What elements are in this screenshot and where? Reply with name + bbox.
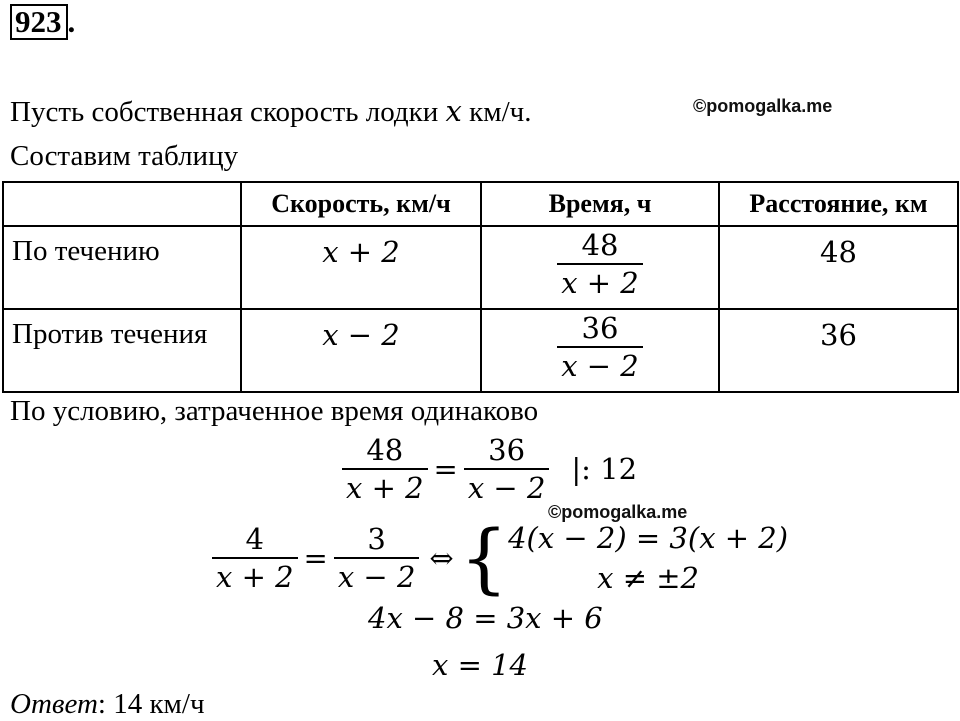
intro-variable: x — [445, 94, 462, 128]
equation-2 — [212, 513, 789, 602]
intro-line-1 — [10, 94, 531, 129]
eq1-division-note: |: 12 — [571, 452, 638, 486]
header-speed: Скорость, км/ч — [241, 182, 481, 226]
motion-table — [2, 181, 959, 393]
system-line-1: 4(x − 2) = 3(x + 2) — [508, 521, 789, 555]
answer-value: 14 км/ч — [105, 688, 205, 720]
answer-colon: : — [97, 688, 106, 720]
row-label: Против течения — [3, 309, 241, 392]
table-row — [3, 309, 958, 392]
system-lines — [508, 518, 788, 598]
intro-line-2: Составим таблицу — [10, 140, 239, 172]
eq2-right-fraction: $\frac{3}{x - 2}$ — [334, 521, 420, 595]
system-line-2: x ≠ ±2 — [597, 561, 699, 595]
watermark-middle: ©pomogalka.me — [548, 502, 688, 522]
answer-label: Ответ — [10, 688, 98, 720]
condition-text: По условию, затраченное время одинаково — [10, 395, 539, 427]
eq1-left-fraction: $\frac{48}{x + 2}$ — [342, 432, 428, 506]
intro-text-b: км/ч. — [461, 96, 532, 128]
row-speed: x − 2 — [241, 309, 481, 392]
equation-4: x = 14 — [432, 648, 528, 682]
eq1-equals: = — [433, 452, 458, 486]
answer-line — [10, 688, 205, 721]
table-row — [3, 226, 958, 309]
problem-number — [10, 4, 75, 38]
row-speed: x + 2 — [241, 226, 481, 309]
eq2-left-fraction: $\frac{4}{x + 2}$ — [212, 521, 298, 595]
header-time: Время, ч — [481, 182, 719, 226]
watermark-top: ©pomogalka.me — [693, 96, 833, 116]
problem-number-box: 923 — [10, 4, 68, 40]
equivalence-arrow: ⇔ — [429, 541, 454, 575]
row-time — [481, 309, 719, 392]
time-fraction: $\frac{36}{x - 2}$ — [557, 310, 643, 384]
equation-1 — [342, 432, 637, 506]
row-distance: 48 — [719, 226, 958, 309]
row-label: По течению — [3, 226, 241, 309]
header-empty — [3, 182, 241, 226]
eq1-right-fraction: $\frac{36}{x - 2}$ — [464, 432, 550, 506]
table-header-row — [3, 182, 958, 226]
row-distance: 36 — [719, 309, 958, 392]
intro-text-a: Пусть собственная скорость лодки — [10, 96, 446, 128]
time-fraction: $\frac{48}{x + 2}$ — [557, 227, 643, 301]
problem-number-dot: . — [67, 4, 76, 39]
header-distance: Расстояние, км — [719, 182, 958, 226]
eq2-equals: = — [303, 541, 328, 575]
row-time — [481, 226, 719, 309]
system-brace: { — [459, 513, 509, 602]
equation-3: 4x − 8 = 3x + 6 — [368, 601, 603, 635]
